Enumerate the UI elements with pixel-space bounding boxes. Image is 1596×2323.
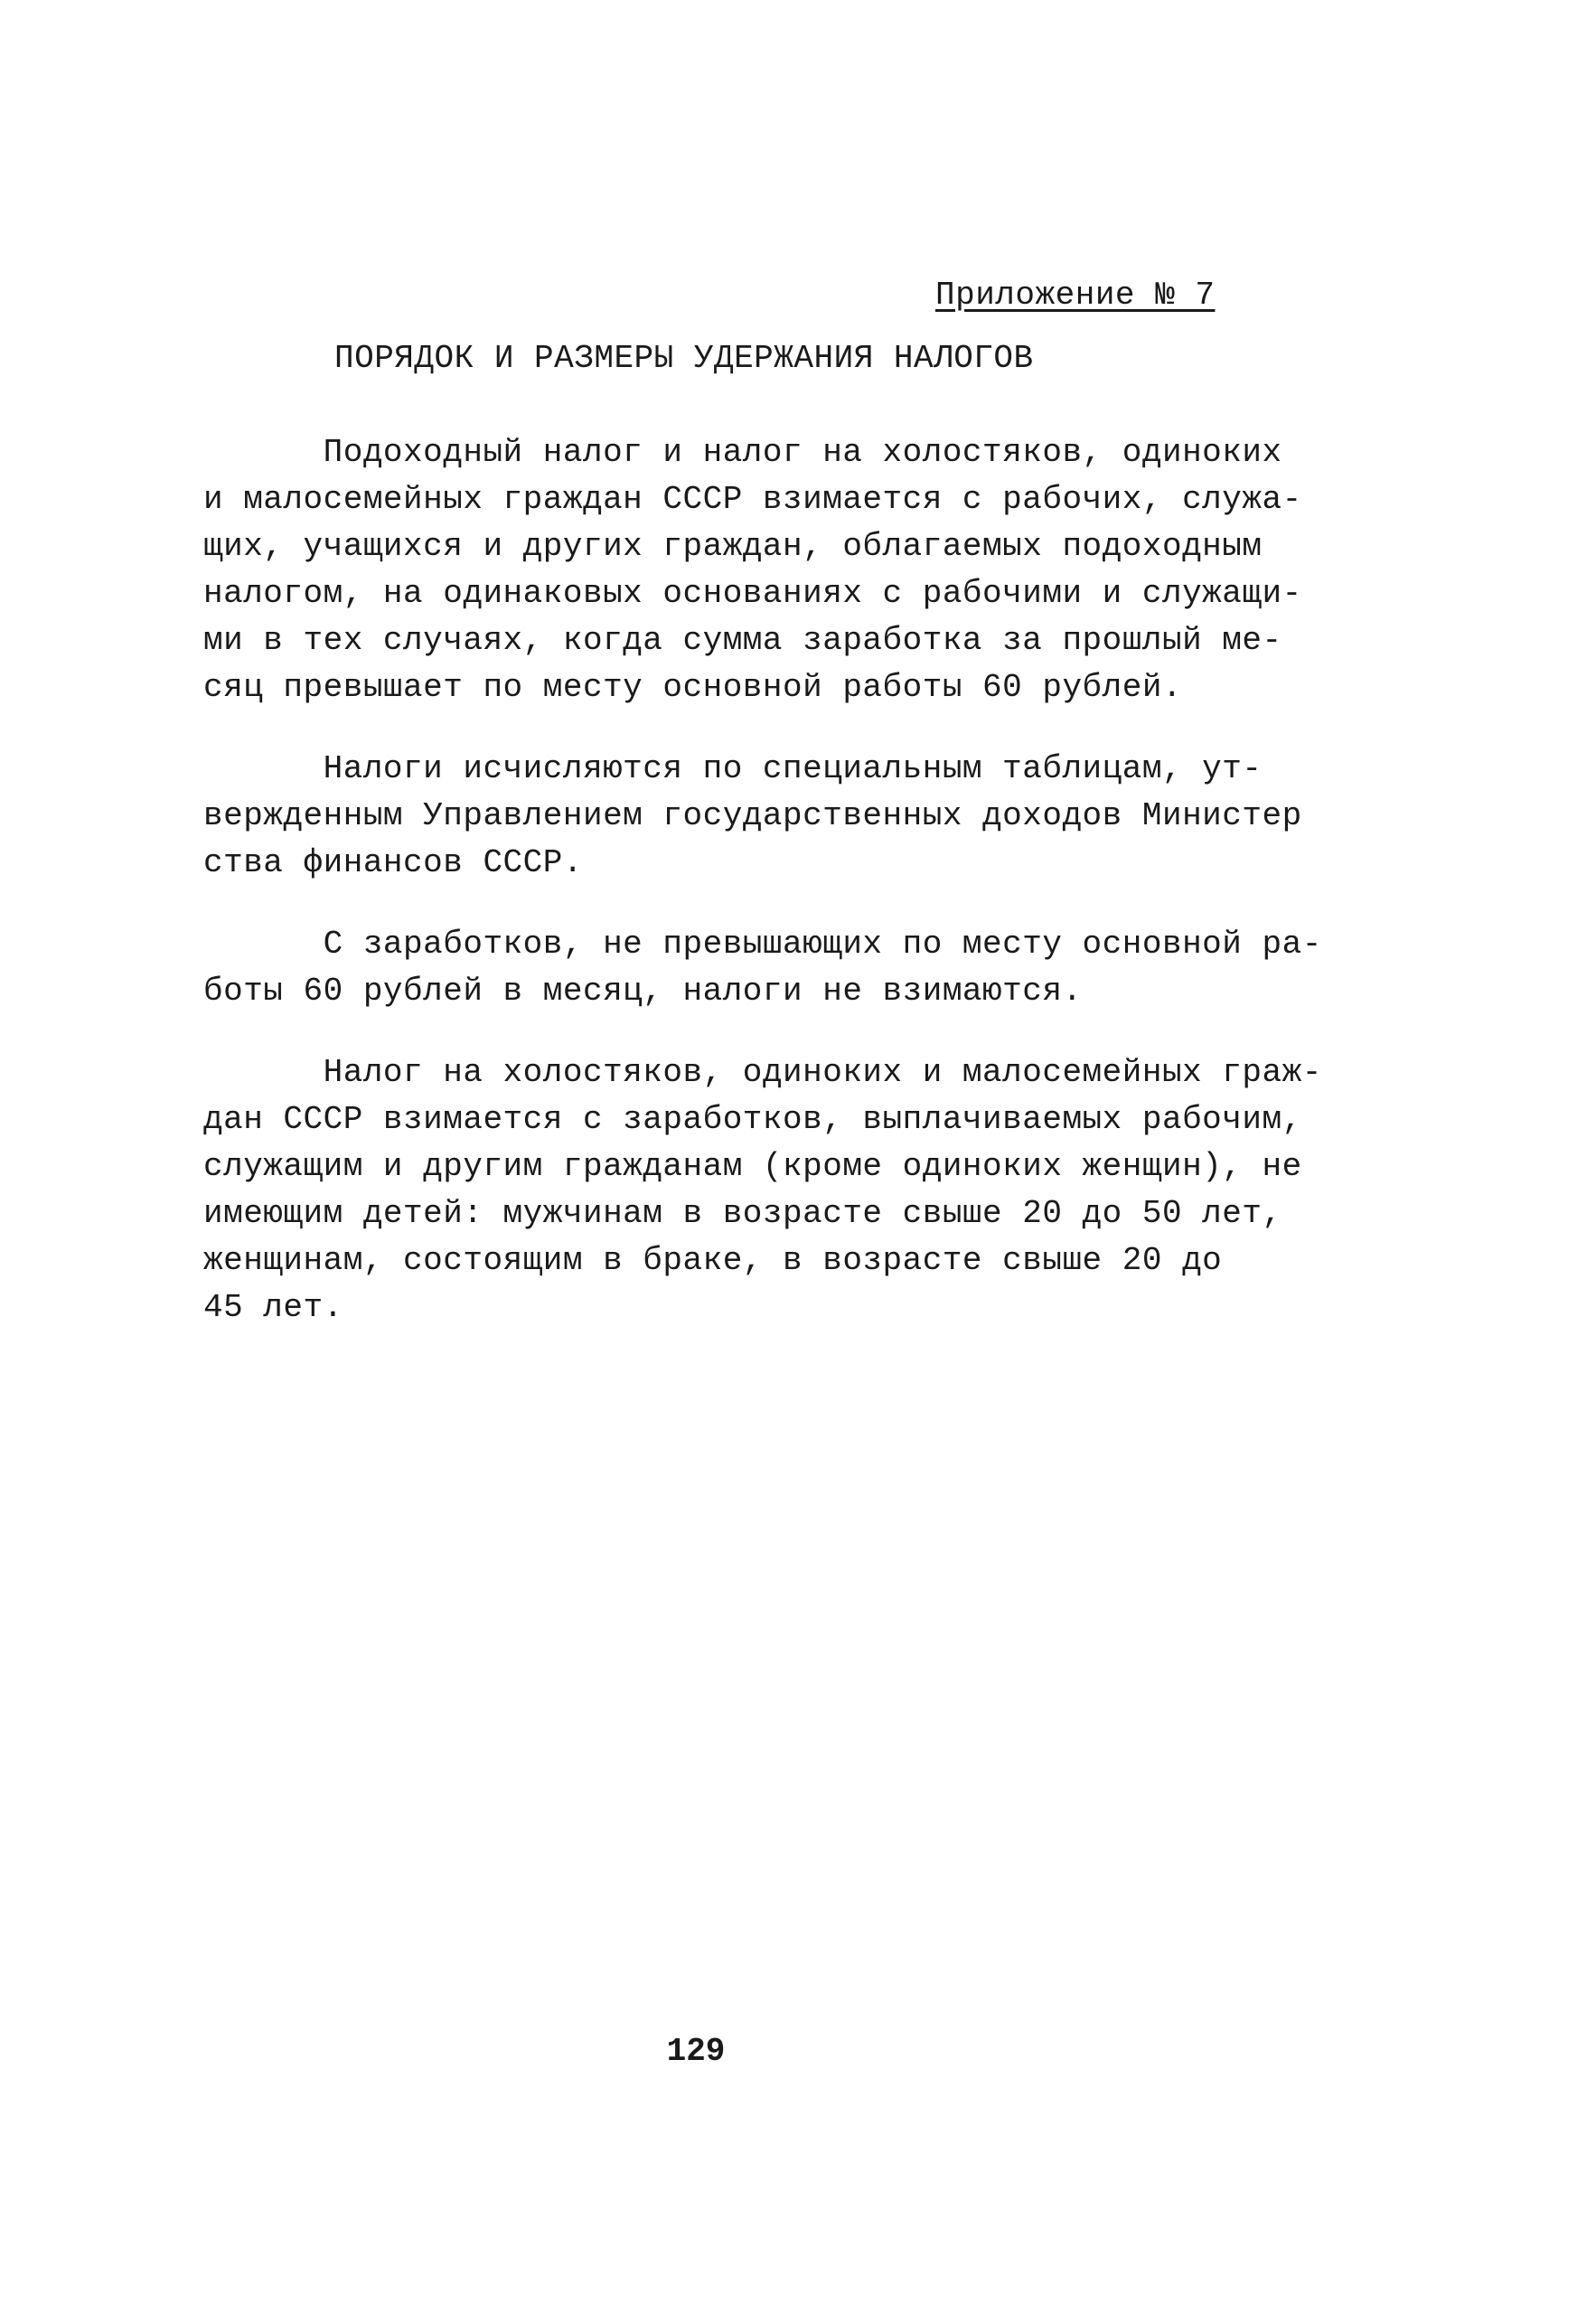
text-line: служащим и другим гражданам (кроме одиноких женщин), не: [203, 1148, 1302, 1185]
document-title: ПОРЯДОК И РАЗМЕРЫ УДЕРЖАНИЯ НАЛОГОВ: [334, 340, 1034, 377]
text-line: сяц превышает по месту основной работы 60 рублей.: [203, 669, 1183, 706]
text-line: и малосемейных граждан СССР взимается с рабочих, служа-: [203, 481, 1302, 518]
text-line: женщинам, состоящим в браке, в возрасте свыше 20 до: [203, 1242, 1223, 1279]
appendix-label: Приложение № 7: [935, 277, 1216, 314]
document-body: [203, 429, 1322, 1331]
paragraph-tax-tables: [203, 746, 1302, 887]
text-line: налогом, на одинаковых основаниях с рабочими и служащи-: [203, 575, 1302, 612]
text-line: вержденным Управлением государственных доходов Министер: [203, 797, 1302, 834]
text-line: Подоходный налог и налог на холостяков, одиноких: [203, 434, 1282, 471]
text-line: Налог на холостяков, одиноких и малосемейных граж-: [203, 1054, 1322, 1091]
paragraph-exemption: [203, 921, 1322, 1015]
text-line: Налоги исчисляются по специальным таблицам, ут-: [203, 750, 1263, 787]
paragraph-income-tax: [203, 429, 1302, 711]
page-number: 129: [666, 2033, 726, 2070]
text-line: ми в тех случаях, когда сумма заработка за прошлый ме-: [203, 622, 1282, 659]
text-line: имеющим детей: мужчинам в возрасте свыше 20 до 50 лет,: [203, 1195, 1282, 1232]
text-line: щих, учащихся и других граждан, облагаемых подоходным: [203, 528, 1263, 565]
text-line: боты 60 рублей в месяц, налоги не взимаются.: [203, 973, 1083, 1010]
text-line: 45 лет.: [203, 1289, 343, 1326]
text-line: С заработков, не превышающих по месту основной ра-: [203, 926, 1322, 963]
text-line: дан СССР взимается с заработков, выплачиваемых рабочим,: [203, 1101, 1302, 1138]
text-line: ства финансов СССР.: [203, 844, 583, 881]
paragraph-bachelor-tax: [203, 1049, 1322, 1331]
